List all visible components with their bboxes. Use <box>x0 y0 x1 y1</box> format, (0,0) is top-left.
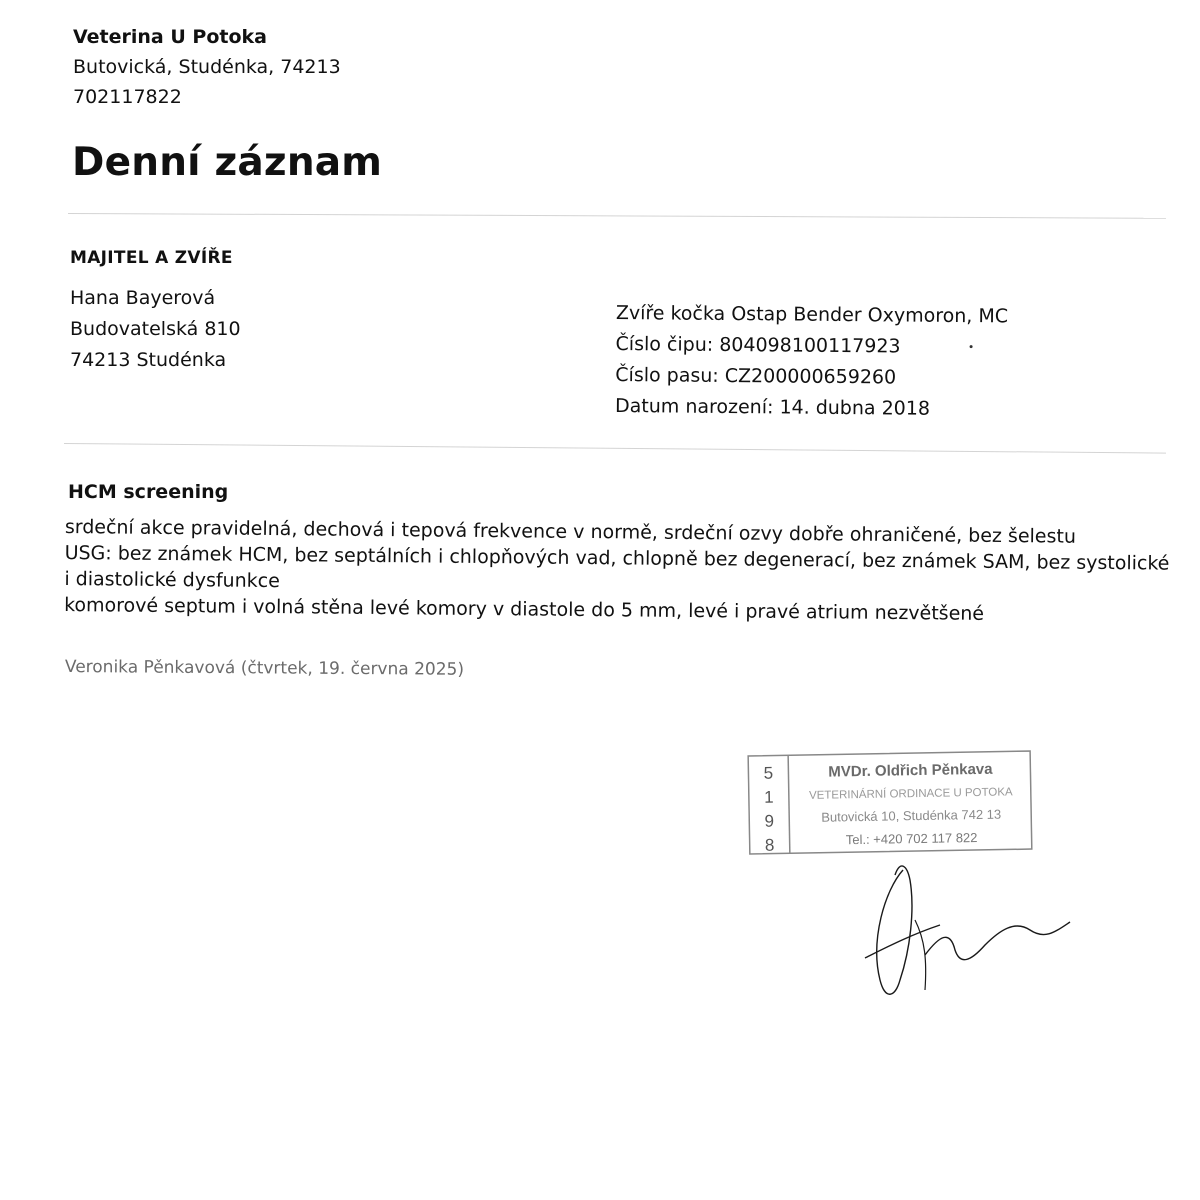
exam-line-3: komorové septum i volná stěna levé komory v diastole do 5 mm, levé i pravé atrium nezvětšené <box>64 593 985 625</box>
exam-heading: HCM screening <box>68 481 229 503</box>
exam-line-1: srdeční akce pravidelná, dechová i tepová frekvence v normě, srdeční ozvy dobře ohraničené, bez šelestu <box>64 515 1077 548</box>
divider-top <box>68 213 1166 219</box>
animal-passport: Číslo pasu: CZ200000659260 <box>615 363 897 389</box>
record-author: Veronika Pěnkavová (čtvrtek, 19. června 2025) <box>64 657 465 680</box>
handwritten-signature <box>855 850 1085 1010</box>
exam-text <box>64 514 1175 629</box>
animal-chip: Číslo čipu: 804098100117923 <box>615 332 901 358</box>
stamp-clinic: VETERINÁRNÍ ORDINACE U POTOKA <box>808 786 1013 802</box>
animal-block <box>615 298 1008 425</box>
owner-street: Budovatelská 810 <box>70 318 241 340</box>
stamp-number-3: 9 <box>764 811 775 831</box>
exam-line-2a: USG: bez známek HCM, bez septálních i chlopňových vad, chlopně bez degenerací, bez známek SAM, bez systolické <box>64 541 1170 575</box>
owner-city: 74213 Studénka <box>70 349 227 371</box>
vet-stamp <box>747 743 1033 856</box>
divider-middle <box>64 443 1166 454</box>
stamp-vet-name: MVDr. Oldřich Pěnkava <box>828 760 993 781</box>
owner-section-heading: MAJITEL A ZVÍŘE <box>70 248 233 268</box>
animal-birth-date: Datum narození: 14. dubna 2018 <box>614 394 931 420</box>
stamp-number-2: 1 <box>763 787 774 807</box>
owner-block <box>70 283 241 376</box>
clinic-name: Veterina U Potoka <box>73 26 267 48</box>
owner-name: Hana Bayerová <box>70 287 216 309</box>
stamp-graphic <box>747 743 1033 856</box>
exam-line-2b: i diastolické dysfunkce <box>64 567 280 593</box>
stamp-number-4: 8 <box>764 835 775 855</box>
stamp-address: Butovická 10, Studénka 742 13 <box>821 806 1002 825</box>
stamp-number-1: 5 <box>763 763 774 783</box>
clinic-header <box>73 22 341 112</box>
clinic-phone: 702117822 <box>73 86 182 108</box>
stray-dot <box>970 345 973 348</box>
clinic-address: Butovická, Studénka, 74213 <box>73 56 341 78</box>
animal-description: Zvíře kočka Ostap Bender Oxymoron, MC <box>615 301 1009 328</box>
stamp-phone: Tel.: +420 702 117 822 <box>845 829 978 848</box>
page-title: Denní záznam <box>72 140 383 185</box>
